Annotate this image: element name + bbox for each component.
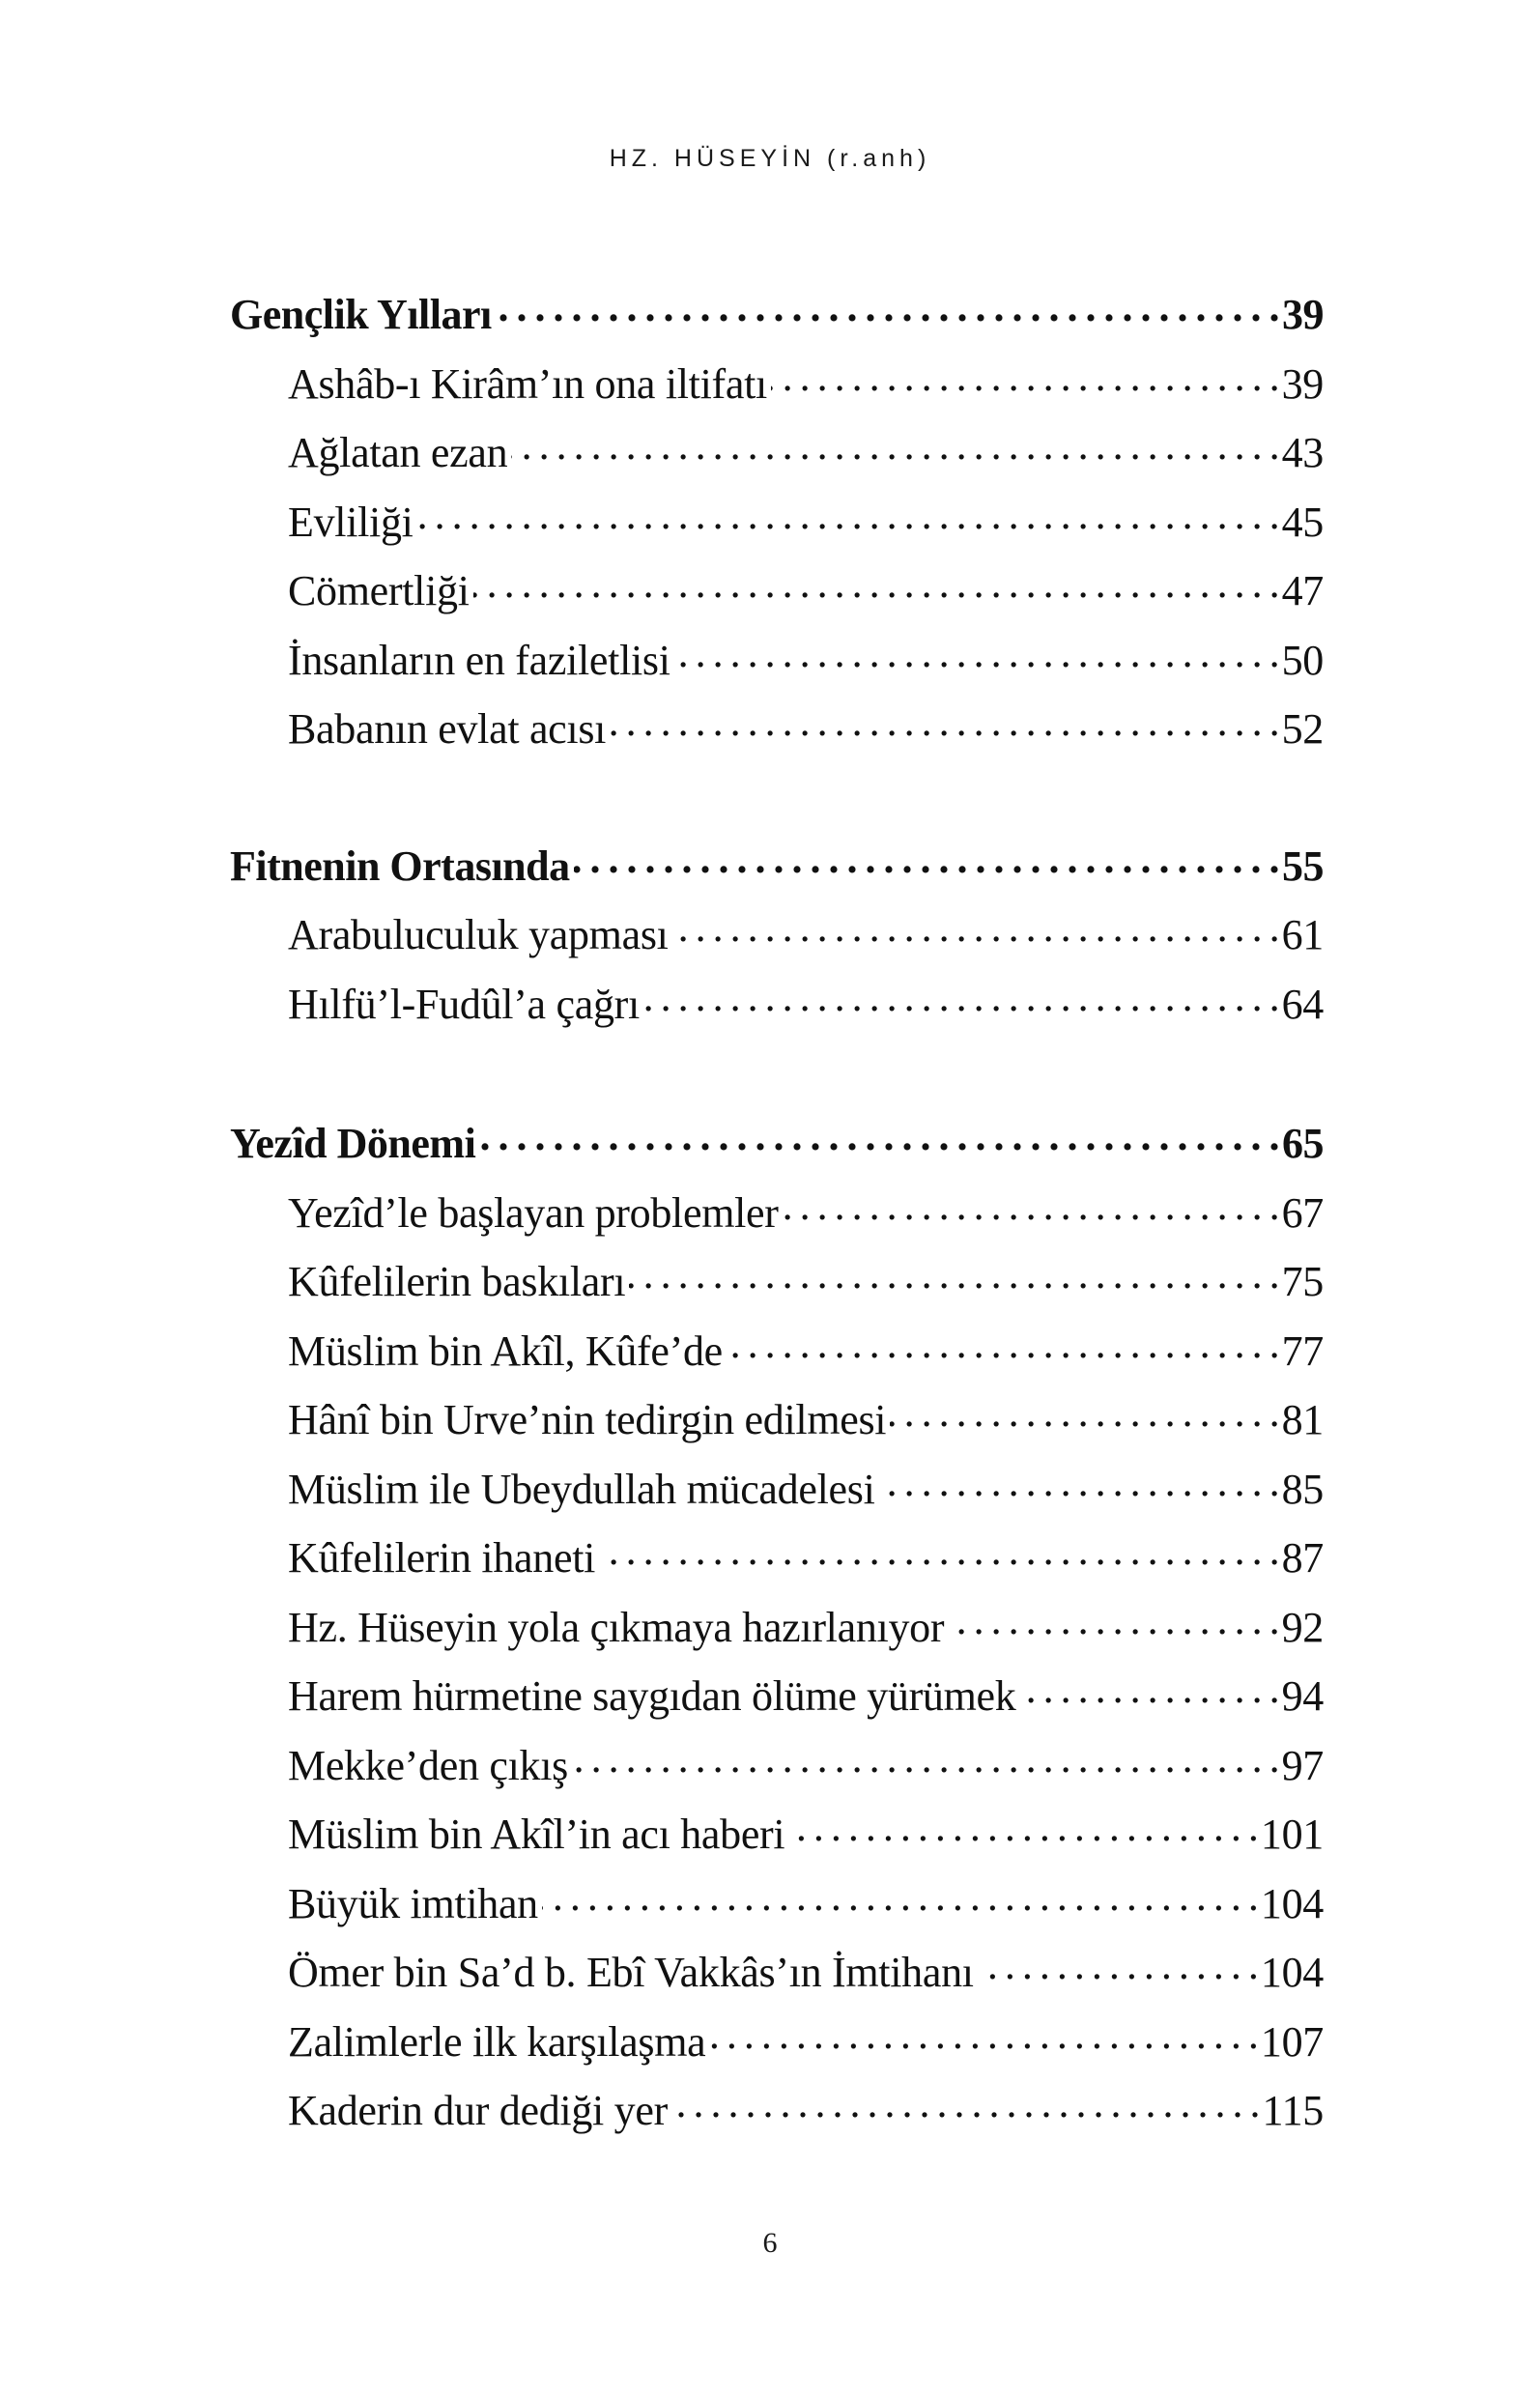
dot-leader: [629, 1253, 1277, 1296]
entry-page: 101: [1260, 1811, 1324, 1858]
entry-title: Evliliği: [288, 498, 414, 546]
entry-title: Ashâb-ı Kirâm’ın ona iltifatı: [288, 359, 767, 408]
toc-entry-row[interactable]: [230, 1247, 1324, 1317]
entry-page: 64: [1281, 980, 1324, 1028]
dot-leader: [542, 1875, 1257, 1918]
entry-page: 50: [1281, 636, 1324, 684]
toc-entry-row[interactable]: [230, 900, 1324, 970]
entry-page: 39: [1281, 359, 1324, 408]
entry-page: 47: [1281, 567, 1324, 614]
toc-entry-row[interactable]: [230, 1455, 1324, 1525]
entry-title: Arabuluculuk yapması: [288, 911, 669, 958]
dot-leader: [610, 700, 1278, 743]
dot-leader: [599, 1529, 1278, 1572]
toc-entry-row[interactable]: [230, 695, 1324, 764]
entry-page: 45: [1281, 498, 1324, 546]
dot-leader: [417, 494, 1278, 536]
chapter-page: 55: [1282, 841, 1324, 890]
entry-page: 107: [1260, 2017, 1324, 2066]
entry-title: Cömertliği: [288, 567, 470, 614]
entry-title: İnsanların en faziletlisi: [288, 636, 670, 684]
toc-chapter-row[interactable]: [230, 832, 1324, 901]
entry-page: 52: [1281, 705, 1324, 753]
entry-title: Mekke’den çıkış: [288, 1741, 568, 1789]
dot-leader: [643, 976, 1278, 1018]
dot-leader: [479, 1115, 1278, 1157]
dot-leader: [574, 838, 1278, 880]
dot-leader: [890, 1391, 1277, 1434]
entry-page: 61: [1281, 911, 1324, 958]
chapter-page: 39: [1282, 291, 1324, 338]
toc-entry-row[interactable]: [230, 1662, 1324, 1731]
toc-entry-row[interactable]: [230, 1593, 1324, 1663]
dot-leader: [788, 1806, 1257, 1848]
chapter-title: Fitnenin Ortasında: [230, 841, 570, 890]
entry-title: Babanın evlat acısı: [288, 705, 607, 753]
toc-entry-row[interactable]: [230, 2076, 1324, 2146]
toc-chapter-row[interactable]: [230, 1109, 1324, 1179]
page-number: 6: [762, 2227, 778, 2259]
toc-entry-row[interactable]: [230, 556, 1324, 626]
entry-page: 115: [1262, 2087, 1324, 2134]
entry-page: 81: [1281, 1396, 1324, 1443]
toc-entry-row[interactable]: [230, 970, 1324, 1040]
entry-page: 75: [1281, 1258, 1324, 1305]
dot-leader: [572, 1737, 1278, 1780]
toc-entry-row[interactable]: [230, 1179, 1324, 1248]
entry-title: Ömer bin Sa’d b. Ebî Vakkâs’ın İmtihanı: [288, 1949, 974, 1996]
table-of-contents: [230, 280, 1324, 2213]
entry-page: 104: [1260, 1949, 1324, 1996]
entry-title: Müslim bin Akîl, Kûfe’de: [288, 1326, 723, 1375]
toc-section: [230, 280, 1324, 764]
dot-leader: [727, 1323, 1278, 1365]
toc-section: [230, 832, 1324, 1040]
chapter-page: 65: [1282, 1120, 1324, 1167]
dot-leader: [511, 424, 1277, 467]
toc-entry-row[interactable]: [230, 1385, 1324, 1455]
entry-page: 77: [1281, 1326, 1324, 1375]
chapter-title: Yezîd Dönemi: [230, 1120, 476, 1167]
entry-title: Müslim ile Ubeydullah mücadelesi: [288, 1465, 875, 1513]
entry-page: 104: [1260, 1879, 1324, 1927]
dot-leader: [709, 2013, 1257, 2056]
entry-title: Yezîd’le başlayan problemler: [288, 1188, 779, 1237]
entry-page: 43: [1281, 429, 1324, 476]
toc-entry-row[interactable]: [230, 626, 1324, 696]
entry-page: 97: [1281, 1741, 1324, 1789]
entry-page: 92: [1281, 1603, 1324, 1651]
entry-page: 94: [1281, 1672, 1324, 1720]
chapter-title: Gençlik Yılları: [230, 291, 492, 338]
toc-section: [230, 1109, 1324, 2146]
dot-leader: [473, 562, 1278, 605]
dot-leader: [496, 286, 1278, 328]
toc-entry-row[interactable]: [230, 2008, 1324, 2077]
entry-title: Kûfelilerin baskıları: [288, 1258, 626, 1305]
dot-leader: [879, 1461, 1278, 1503]
dot-leader: [771, 356, 1278, 398]
running-header: HZ. HÜSEYİN (r.anh): [609, 145, 931, 172]
toc-chapter-row[interactable]: [230, 280, 1324, 350]
entry-title: Kûfelilerin ihaneti: [288, 1534, 596, 1582]
entry-page: 87: [1281, 1534, 1324, 1582]
toc-entry-row[interactable]: [230, 1524, 1324, 1593]
entry-page: 67: [1281, 1188, 1324, 1237]
dot-leader: [671, 2082, 1259, 2125]
toc-entry-row[interactable]: [230, 1869, 1324, 1939]
dot-leader: [1020, 1668, 1278, 1710]
toc-entry-row[interactable]: [230, 488, 1324, 557]
entry-title: Hânî bin Urve’nin tedirgin edilmesi: [288, 1396, 887, 1443]
entry-title: Zalimlerle ilk karşılaşma: [288, 2017, 706, 2066]
entry-title: Ağlatan ezan: [288, 429, 508, 476]
entry-title: Müslim bin Akîl’in acı haberi: [288, 1811, 785, 1858]
entry-title: Hılfü’l-Fudûl’a çağrı: [288, 980, 640, 1028]
toc-entry-row[interactable]: [230, 1800, 1324, 1869]
toc-entry-row[interactable]: [230, 350, 1324, 419]
dot-leader: [978, 1944, 1257, 1986]
toc-entry-row[interactable]: [230, 418, 1324, 488]
toc-entry-row[interactable]: [230, 1938, 1324, 2008]
entry-title: Hz. Hüseyin yola çıkmaya hazırlanıyor: [288, 1603, 945, 1651]
dot-leader: [674, 632, 1278, 674]
dot-leader: [783, 1184, 1278, 1227]
entry-title: Harem hürmetine saygıdan ölüme yürümek: [288, 1672, 1016, 1720]
dot-leader: [948, 1599, 1277, 1641]
toc-entry-row[interactable]: [230, 1317, 1324, 1386]
dot-leader: [672, 906, 1278, 949]
toc-entry-row[interactable]: [230, 1731, 1324, 1801]
entry-title: Kaderin dur dediği yer: [288, 2087, 668, 2134]
entry-title: Büyük imtihan: [288, 1879, 538, 1927]
entry-page: 85: [1281, 1465, 1324, 1513]
